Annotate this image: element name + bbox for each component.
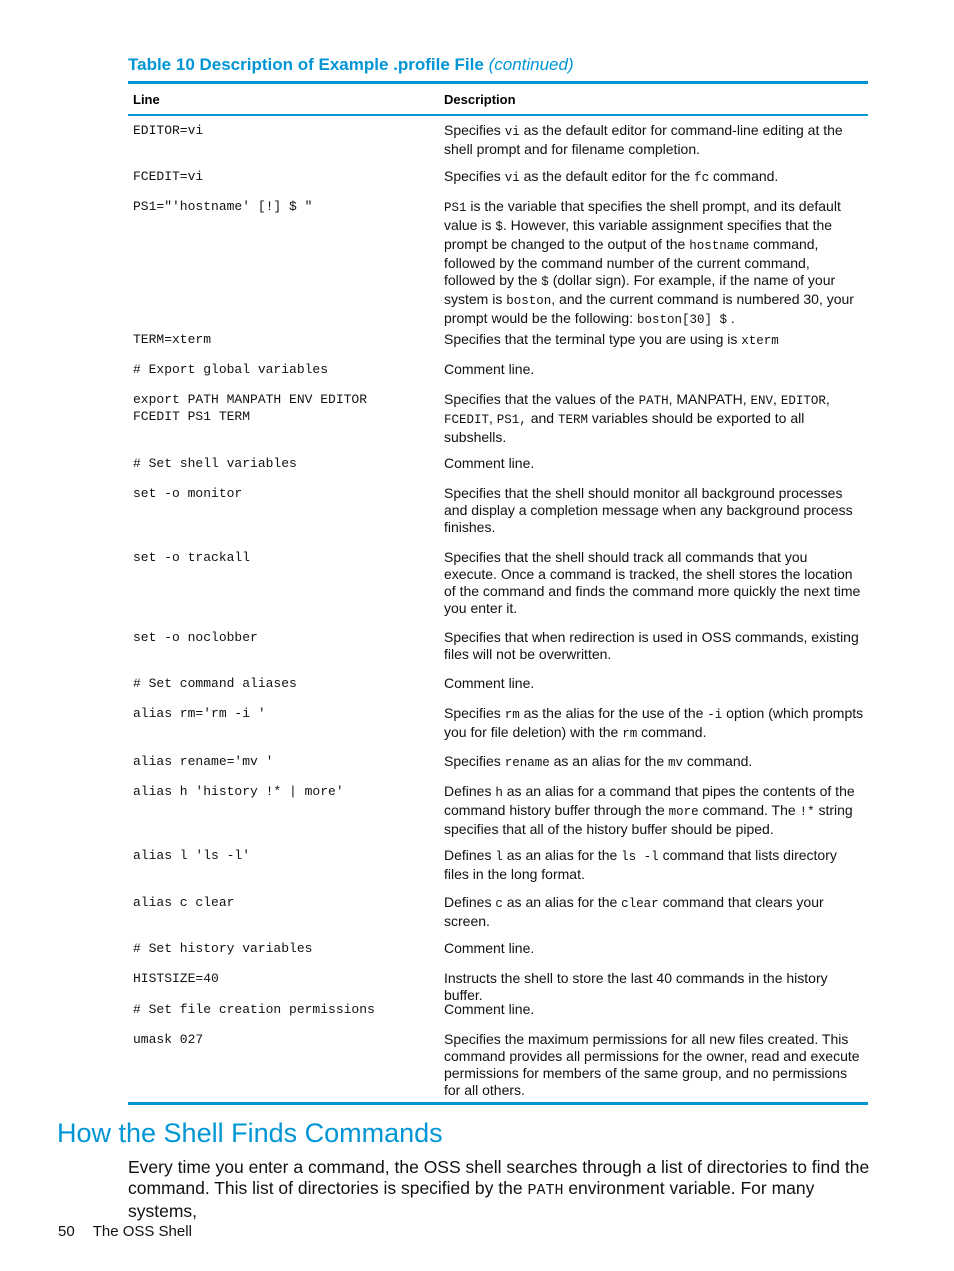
description-code: PATH	[638, 394, 669, 408]
description-code: FCEDIT	[444, 413, 490, 427]
table-cell-description: Comment line.	[444, 675, 535, 691]
description-code: l	[495, 850, 503, 864]
caption-title: Table 10 Description of Example .profile File	[128, 55, 484, 74]
description-code: vi	[504, 171, 520, 185]
table-cell-line: set -o monitor	[133, 486, 243, 501]
column-header-line: Line	[133, 92, 160, 107]
table-cell-description: Specifies that the shell should monitor all background processes and display a completion message when any background process finishes.	[444, 485, 853, 535]
description-code: vi	[504, 125, 520, 139]
table-cell-line: # Set command aliases	[133, 676, 297, 691]
table-cell-line: FCEDIT=vi	[133, 169, 204, 184]
table-cell-description: Specifies rm as the alias for the use of the -i option (which prompts you for file deletion) with the rm command.	[444, 705, 864, 741]
description-code: xterm	[741, 334, 779, 348]
description-code: !*	[799, 805, 815, 819]
table-cell-description: Comment line.	[444, 361, 535, 377]
table-cell-description: Instructs the shell to store the last 40 commands in the history buffer.	[444, 970, 828, 1003]
section-title: How the Shell Finds Commands	[57, 1118, 443, 1148]
table-cell-description: Specifies rename as an alias for the mv command.	[444, 753, 753, 770]
description-code: EDITOR	[780, 394, 826, 408]
table-cell-description: Specifies that the terminal type you are using is xterm	[444, 331, 779, 348]
page-footer	[58, 1223, 192, 1240]
description-code: h	[495, 786, 503, 800]
table-cell-description: Comment line.	[444, 455, 535, 471]
table-cell-line: PS1="'hostname' [!] $ "	[133, 199, 313, 214]
table-cell-line: set -o noclobber	[133, 630, 258, 645]
description-code: mv	[668, 756, 684, 770]
table-cell-description: Specifies that when redirection is used in OSS commands, existing files will not be overwritten.	[444, 629, 859, 662]
description-code: PS1,	[496, 413, 527, 427]
description-code: -i	[707, 708, 723, 722]
table-cell-description: Specifies vi as the default editor for the fc command.	[444, 168, 779, 185]
table-cell-description: Specifies that the values of the PATH, MANPATH, ENV, EDITOR, FCEDIT, PS1, and TERM variables should be exported to all subshells.	[444, 391, 830, 445]
description-code: rename	[504, 756, 550, 770]
table-cell-description: Comment line.	[444, 1001, 535, 1017]
page-number: 50	[58, 1223, 75, 1240]
table-cell-line: export PATH MANPATH ENV EDITOR FCEDIT PS1 TERM	[133, 392, 368, 424]
table-cell-description: Specifies the maximum permissions for all new files created. This command provides all permissions for the owner, read and execute permissions for members of the same group, and no permissions for all others.	[444, 1031, 860, 1098]
table-cell-line: TERM=xterm	[133, 332, 212, 347]
table-cell-line: alias l 'ls -l'	[133, 848, 251, 863]
table-cell-line: alias rename='mv '	[133, 754, 274, 769]
table-cell-description: Defines c as an alias for the clear command that clears your screen.	[444, 894, 824, 929]
footer-chapter: The OSS Shell	[92, 1223, 192, 1240]
caption-continued: (continued)	[488, 55, 574, 74]
description-code: boston[30] $	[637, 313, 728, 327]
description-code: ls -l	[621, 850, 659, 864]
description-code: $	[541, 275, 549, 289]
table-top-rule	[128, 81, 868, 84]
table-cell-line: alias c clear	[133, 895, 235, 910]
table-cell-description: Specifies that the shell should track all commands that you execute. Once a command is tracked, the shell stores the location of the command and finds the command more quickly the next time you enter it.	[444, 549, 861, 616]
description-code: rm	[504, 708, 520, 722]
description-code: boston	[506, 294, 552, 308]
table-cell-description: Comment line.	[444, 940, 535, 956]
table-cell-line: EDITOR=vi	[133, 123, 204, 138]
description-code: $	[495, 220, 503, 234]
description-code: ENV	[750, 394, 774, 408]
table-header-rule	[128, 114, 868, 116]
table-cell-line: # Set shell variables	[133, 456, 297, 471]
body-code: PATH	[527, 1182, 564, 1199]
table-cell-description: PS1 is the variable that specifies the shell prompt, and its default value is $. However, this variable assignment specifies that the prompt be changed to the output of the hostname command, followed by the command number of the current command, followed by the $ (dollar sign). For example, if the name of your system is boston, and the current command is numbered 30, your prompt would be the following: boston[30] $ .	[444, 198, 854, 327]
table-cell-line: set -o trackall	[133, 550, 251, 565]
table-bottom-rule	[128, 1102, 868, 1105]
table-cell-description: Defines h as an alias for a command that pipes the contents of the command history buffer through the more command. The !* string specifies that all of the history buffer should be piped.	[444, 783, 855, 837]
description-code: rm	[622, 727, 638, 741]
description-code: clear	[621, 897, 659, 911]
table-cell-line: alias rm='rm -i '	[133, 706, 266, 721]
table-cell-line: umask 027	[133, 1032, 204, 1047]
description-code: more	[668, 805, 699, 819]
table-cell-line: # Set file creation permissions	[133, 1002, 375, 1017]
section-body: Every time you enter a command, the OSS shell searches through a list of directories to find the command. This list of directories is specified by the PATH environment variable. For many systems,	[128, 1157, 870, 1221]
description-code: PS1	[444, 201, 467, 215]
table-caption	[128, 55, 574, 75]
table-cell-description: Defines l as an alias for the ls -l command that lists directory files in the long format.	[444, 847, 837, 882]
table-cell-line: alias h 'history !* | more'	[133, 784, 344, 799]
table-cell-line: # Export global variables	[133, 362, 329, 377]
table-cell-line: # Set history variables	[133, 941, 313, 956]
description-code: c	[495, 897, 503, 911]
description-code: TERM	[557, 413, 588, 427]
description-code: fc	[694, 171, 710, 185]
description-code: hostname	[689, 239, 750, 253]
table-cell-line: HISTSIZE=40	[133, 971, 219, 986]
column-header-description: Description	[444, 92, 516, 107]
table-cell-description: Specifies vi as the default editor for command-line editing at the shell prompt and for filename completion.	[444, 122, 843, 157]
